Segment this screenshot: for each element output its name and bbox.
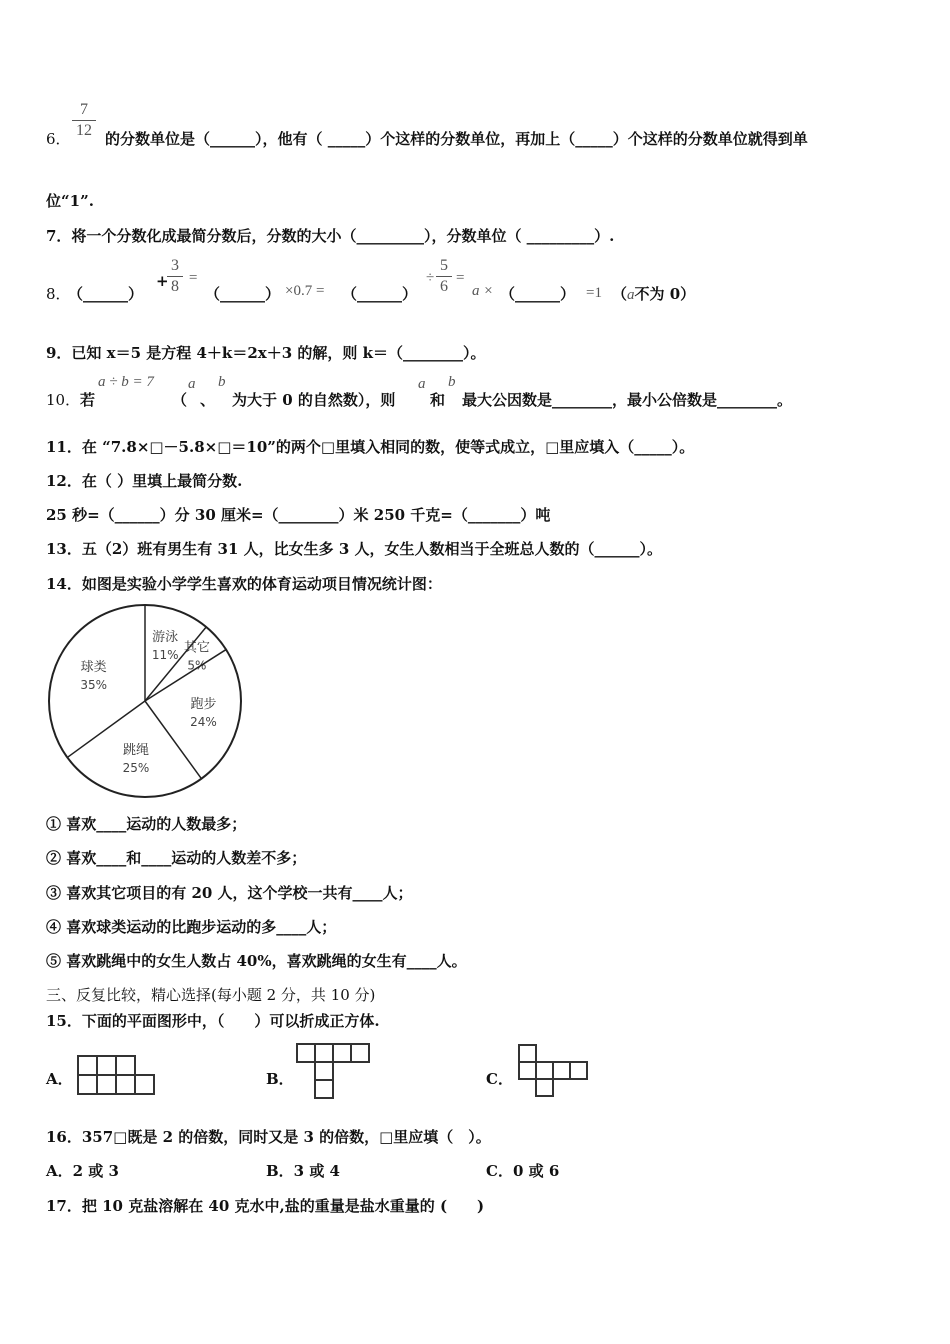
question-12-line-2: 25 秒=（______）分 30 厘米=（________）米 250 千克=（_______）吨 [46, 506, 551, 524]
separator: 、 [200, 391, 216, 409]
question-14-sub-1: ① 喜欢____运动的人数最多； [46, 815, 247, 833]
question-10-text-1: 为大于 0 的自然数），则 [232, 391, 396, 409]
question-text: 的分数单位是（______），他有（ _____）个这样的分数单位，再加上（_____）个这样的分数单位就得到单 [105, 130, 808, 148]
blank-2: （______） [205, 285, 281, 303]
net-b-figure [296, 1043, 370, 1101]
fraction-denominator: 12 [76, 122, 92, 139]
question-15: 15．下面的平面图形中，（ ）可以折成正方体. [46, 1012, 380, 1030]
note-open: （ [612, 285, 628, 303]
question-8 [46, 283, 71, 304]
blank-3: （______） [342, 285, 418, 303]
times-0-7: ×0.7 = [285, 283, 325, 299]
question-11: 11．在 “7.8×□－5.8×□＝10”的两个□里填入相同的数，使等式成立，□里应填入（_____）。 [46, 438, 695, 456]
variable-b: b [218, 374, 226, 390]
pie-slice-label: 球类 [80, 659, 107, 675]
division-sign: ÷ [426, 270, 435, 286]
pie-slice-label: 跳绳 [122, 742, 149, 758]
question-7: 7．将一个分数化成最简分数后，分数的大小（_________），分数单位（ _________）. [46, 227, 615, 245]
variable-a: a [188, 376, 196, 392]
pie-slice-label: 其它 [183, 640, 210, 656]
option-a[interactable]: A．2 或 3 [46, 1162, 119, 1180]
option-c[interactable]: C． [486, 1070, 513, 1088]
pie-slice-percent: 5% [187, 658, 207, 673]
a-times: a × [472, 283, 494, 299]
he: 和 [430, 391, 446, 409]
pie-slice-label: 游泳 [152, 629, 179, 645]
pie-chart [40, 596, 250, 806]
question-6 [46, 128, 808, 149]
note-variable: a [627, 287, 635, 303]
pie-slice-percent: 24% [190, 715, 217, 730]
question-14-sub-5: ⑤ 喜欢跳绳中的女生人数占 40%，喜欢跳绳的女生有____人。 [46, 952, 467, 970]
question-13: 13．五（2）班有男生有 31 人，比女生多 3 人，女生人数相当于全班总人数的（______）。 [46, 540, 663, 558]
plus-sign: + [156, 272, 169, 290]
expression-a-div-b: a ÷ b = 7 [98, 374, 154, 390]
fraction-7-12 [72, 101, 96, 140]
net-c-figure [516, 1043, 590, 1101]
question-10-number: 10． [46, 391, 81, 409]
fraction-numerator: 5 [440, 257, 448, 274]
question-14-sub-2: ② 喜欢____和____运动的人数差不多； [46, 849, 307, 867]
question-14: 14．如图是实验小学学生喜欢的体育运动项目情况统计图： [46, 575, 442, 593]
question-number: 6． [46, 130, 71, 148]
question-14-sub-4: ④ 喜欢球类运动的比跑步运动的多____人； [46, 918, 337, 936]
pie-slice-percent: 25% [122, 760, 150, 775]
note [612, 283, 695, 304]
ruo: 若 [80, 391, 96, 409]
equals-sign: = [456, 270, 465, 286]
net-a-figure [76, 1054, 158, 1100]
fraction-numerator: 7 [80, 101, 88, 118]
option-c[interactable]: C．0 或 6 [486, 1162, 560, 1180]
option-b[interactable]: B．3 或 4 [266, 1162, 340, 1180]
equals-sign: = [188, 270, 199, 286]
question-number: 8． [46, 285, 71, 303]
fraction-numerator: 3 [171, 257, 179, 274]
option-a[interactable]: A． [46, 1070, 73, 1088]
question-9: 9．已知 x＝5 是方程 4＋k＝2x＋3 的解，则 k＝（________）。 [46, 344, 486, 362]
section-3-heading: 三、反复比较，精心选择(每小题 2 分，共 10 分) [46, 986, 376, 1004]
pie-slice-label: 跑步 [190, 697, 217, 713]
blank-4: （______） [500, 285, 576, 303]
question-14-sub-3: ③ 喜欢其它项目的有 20 人，这个学校一共有____人； [46, 884, 413, 902]
pie-slice-percent: 11% [151, 647, 179, 662]
variable-b: b [448, 374, 456, 390]
option-b[interactable]: B． [266, 1070, 294, 1088]
note-rest: 不为 0） [634, 285, 696, 303]
fraction-denominator: 6 [440, 278, 448, 295]
question-10-text-2: 最大公因数是________，最小公倍数是________。 [462, 391, 793, 409]
blank-1: （______） [68, 285, 144, 303]
pie-slice-percent: 35% [80, 677, 108, 692]
variable-a: a [418, 376, 426, 392]
equals-one: =1 [586, 285, 602, 301]
question-12: 12．在（ ）里填上最简分数. [46, 472, 243, 490]
question-6-continued: 位“1”. [46, 192, 94, 210]
fraction-3-8 [167, 257, 183, 296]
question-16: 16．357□既是 2 的倍数，同时又是 3 的倍数，□里应填（ ）。 [46, 1128, 491, 1146]
fraction-denominator: 8 [171, 278, 179, 295]
question-17: 17．把 10 克盐溶解在 40 克水中,盐的重量是盐水重量的 ( ) [46, 1197, 485, 1215]
fraction-5-6 [436, 257, 452, 296]
paren-open: （ [172, 391, 188, 409]
